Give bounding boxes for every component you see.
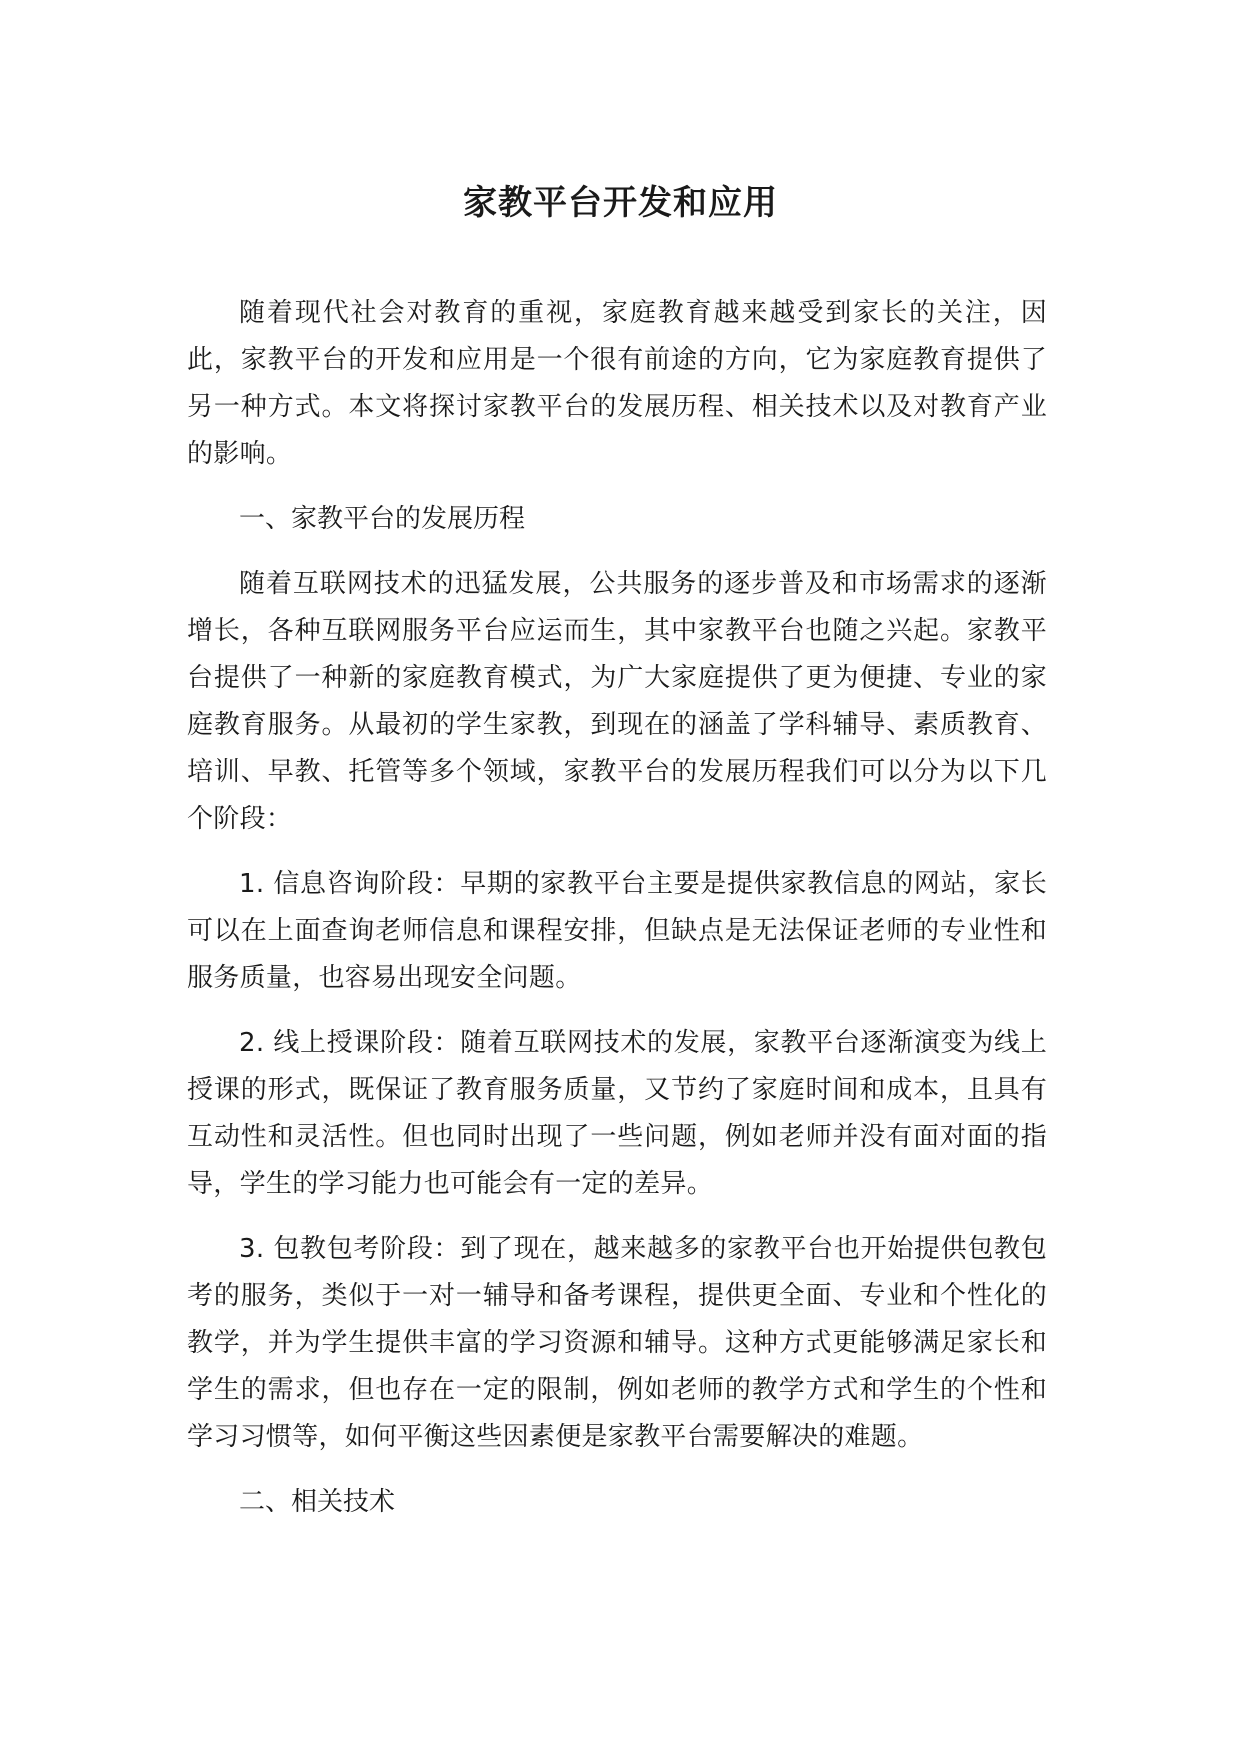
stage-paragraph-2: 2. 线上授课阶段：随着互联网技术的发展，家教平台逐渐演变为线上授课的形式，既保证了教育服务质量，又节约了家庭时间和成本，且具有互动性和灵活性。但也同时出现了一些问题，例如老师并没有面对面的指导，学生的学习能力也可能会有一定的差异。 [187,1028,1047,1199]
development-paragraph: 随着互联网技术的迅猛发展，公共服务的逐步普及和市场需求的逐渐增长，各种互联网服务平台应运而生，其中家教平台也随之兴起。家教平台提供了一种新的家庭教育模式，为广大家庭提供了更为便捷、专业的家庭教育服务。从最初的学生家教，到现在的涵盖了学科辅导、素质教育、培训、早教、托管等多个领域，家教平台的发展历程我们可以分为以下几个阶段： [187,569,1047,834]
stage-paragraph-3: 3. 包教包考阶段：到了现在，越来越多的家教平台也开始提供包教包考的服务，类似于一对一辅导和备考课程，提供更全面、专业和个性化的教学，并为学生提供丰富的学习资源和辅导。这种方式更能够满足家长和学生的需求，但也存在一定的限制，例如老师的教学方式和学生的个性和学习习惯等，如何平衡这些因素便是家教平台需要解决的难题。 [187,1234,1047,1452]
stage-paragraph-1: 1. 信息咨询阶段：早期的家教平台主要是提供家教信息的网站，家长可以在上面查询老师信息和课程安排，但缺点是无法保证老师的专业性和服务质量，也容易出现安全问题。 [187,869,1047,993]
document-title: 家教平台开发和应用 [463,183,778,223]
document-body [187,290,1047,1544]
section-heading-development: 一、家教平台的发展历程 [239,504,526,534]
intro-paragraph: 随着现代社会对教育的重视，家庭教育越来越受到家长的关注，因此，家教平台的开发和应用是一个很有前途的方向，它为家庭教育提供了另一种方式。本文将探讨家教平台的发展历程、相关技术以及对教育产业的影响。 [187,298,1047,469]
section-heading-technology: 二、相关技术 [239,1487,396,1517]
